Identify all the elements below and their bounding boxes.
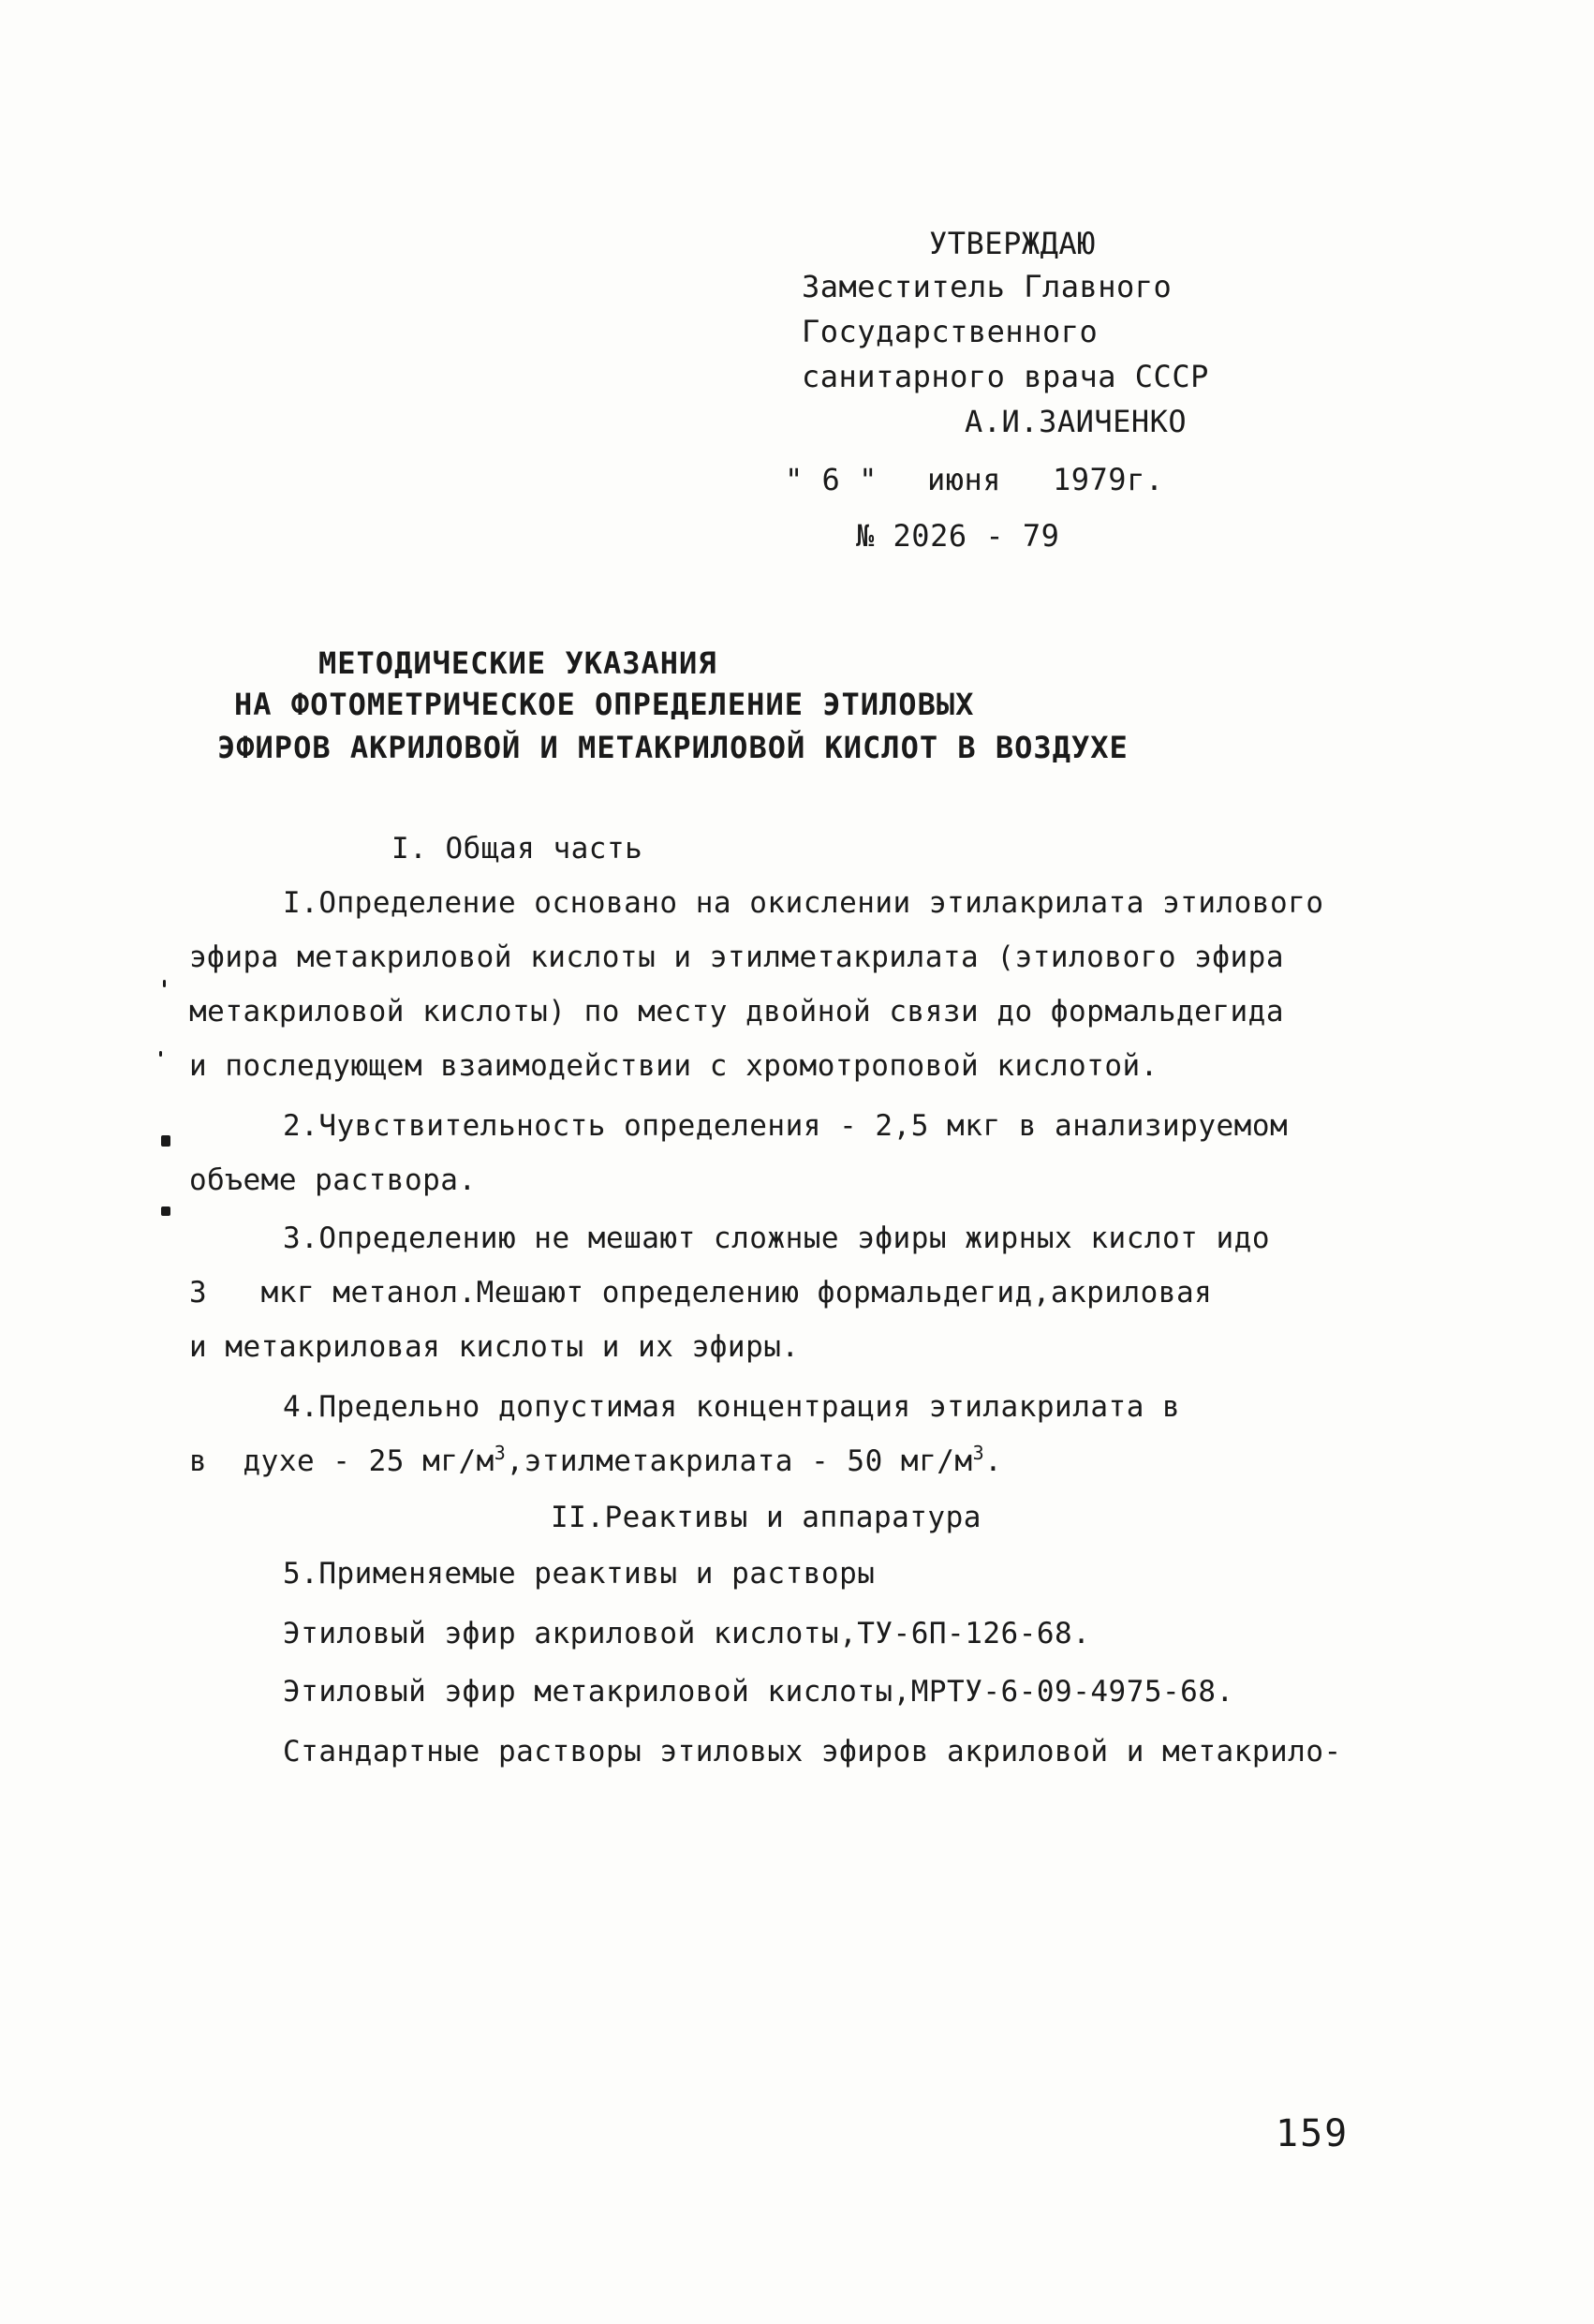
paragraph-4-line-1: 4.Предельно допустимая концентрация этилакрилата в (283, 1390, 1181, 1424)
paragraph-3-line-3: и метакриловая кислоты и их эфиры. (189, 1330, 800, 1364)
paragraph-1-line-4: и последующем взаимодействии с хромотроповой кислотой. (189, 1049, 1159, 1083)
air-limit-ethyl-acrylate: в духе - 25 мг/м (189, 1444, 494, 1478)
cubic-superscript: 3 (972, 1442, 985, 1464)
page-number: 159 (1276, 2112, 1350, 2155)
cubic-superscript: 3 (494, 1442, 507, 1464)
approval-date-year: 1979г. (1053, 462, 1164, 497)
paragraph-4-line-2 (189, 1443, 1002, 1480)
title-line-3: ЭФИРОВ АКРИЛОВОЙ И МЕТАКРИЛОВОЙ КИСЛОТ В ВОЗДУХЕ (217, 730, 1129, 765)
paragraph-1-line-1: I.Определение основано на окислении этилакрилата этилового (283, 886, 1324, 920)
title-line-2: НА ФОТОМЕТРИЧЕСКОЕ ОПРЕДЕЛЕНИЕ ЭТИЛОВЫХ (234, 687, 975, 722)
approval-line-1: Заместитель Главного (802, 269, 1173, 304)
approval-date-day: " 6 " (785, 462, 878, 497)
approval-date-month: июня (927, 462, 1002, 497)
paragraph-1-line-3: метакриловой кислоты) по месту двойной связи до формальдегида (189, 995, 1284, 1029)
paragraph-3-line-2: 3 мкг метанол.Мешают определению формальдегид,акриловая (189, 1276, 1213, 1310)
reagents-line-2: Этиловый эфир акриловой кислоты,ТУ-6П-126-68. (283, 1617, 1091, 1650)
sentence-end: . (984, 1444, 1003, 1478)
paragraph-2-line-1: 2.Чувствительность определения - 2,5 мкг в анализируемом (283, 1109, 1289, 1143)
scan-mark (161, 1206, 170, 1216)
paragraph-2-line-2: объеме раствора. (189, 1163, 477, 1197)
paragraph-3-line-1: 3.Определению не мешают сложные эфиры жирных кислот идо (283, 1221, 1270, 1255)
approval-number: № 2026 - 79 (856, 518, 1060, 554)
reagents-line-1: 5.Применяемые реактивы и растворы (283, 1557, 876, 1591)
section-1-heading: I. Общая часть (391, 832, 643, 866)
title-line-1: МЕТОДИЧЕСКИЕ УКАЗАНИЯ (318, 645, 717, 681)
scan-mark (161, 1135, 170, 1147)
approval-signatory-name: А.И.ЗАИЧЕНКО (965, 404, 1188, 439)
approval-line-2: Государственного (802, 314, 1099, 349)
reagents-line-4: Стандартные растворы этиловых эфиров акриловой и метакрило- (283, 1735, 1342, 1769)
paragraph-1-line-2: эфира метакриловой кислоты и этилметакрилата (этилового эфира (189, 940, 1284, 974)
air-limit-ethyl-methacrylate: ,этилметакрилата - 50 мг/м (506, 1444, 973, 1478)
approval-heading: УТВЕРЖДАЮ (929, 226, 1096, 261)
scan-mark (163, 980, 166, 987)
scan-mark (159, 1051, 162, 1057)
reagents-line-3: Этиловый эфир метакриловой кислоты,МРТУ-6-09-4975-68. (283, 1675, 1234, 1709)
section-2-heading: II.Реактивы и аппаратура (551, 1501, 981, 1534)
approval-line-3: санитарного врача СССР (802, 359, 1209, 394)
